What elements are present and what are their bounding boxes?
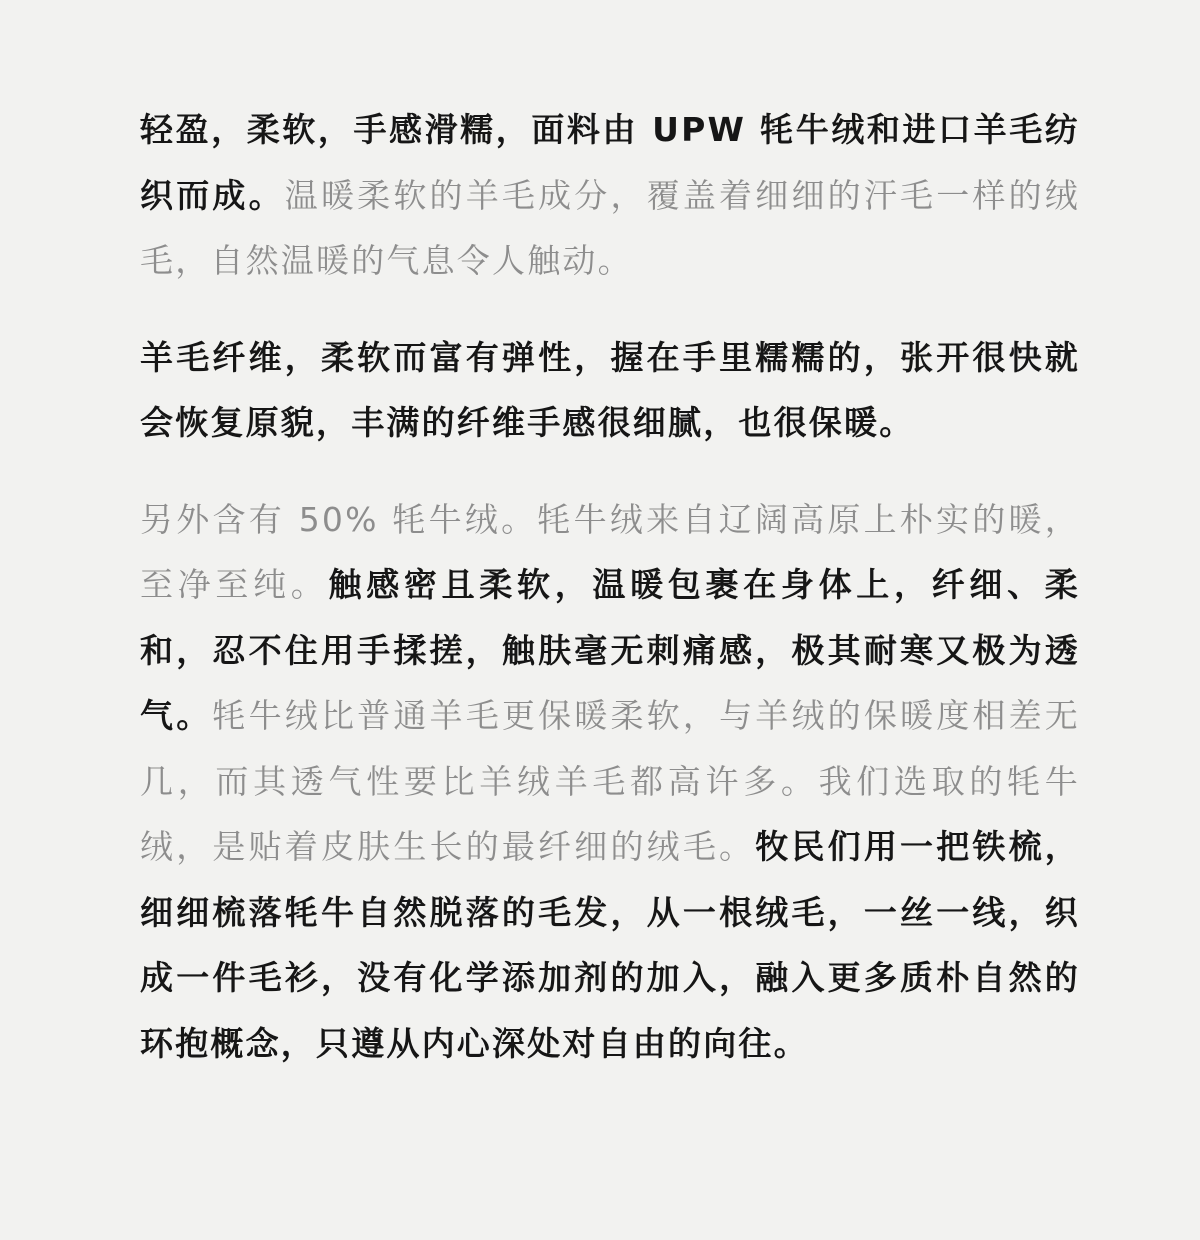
text-segment-emphasis: 轻盈，柔软，手感滑糯，面料由 UPW 牦牛绒和进口羊毛纺织而成。 bbox=[140, 110, 1080, 215]
text-segment-muted: 温暖柔软的羊毛成分，覆盖着细细的汗毛一样的绒毛，自然温暖的气息令人触动。 bbox=[140, 175, 1080, 280]
paragraph-wool-fiber bbox=[140, 325, 1080, 456]
text-segment-muted: 牦牛绒比普通羊毛更保暖柔软，与羊绒的保暖度相差无几，而其透气性要比羊绒羊毛都高许多。我们选取的牦牛绒，是贴着皮肤生长的最纤细的绒毛。 bbox=[140, 696, 1080, 866]
paragraph-softness bbox=[140, 97, 1080, 294]
text-segment-muted: 另外含有 50% 牦牛绒。牦牛绒来自辽阔高原上朴实的暖，至净至纯。 bbox=[140, 499, 1080, 604]
text-segment-emphasis: 牧民们用一把铁梳，细细梳落牦牛自然脱落的毛发，从一根绒毛，一丝一线，织成一件毛衫，没有化学添加剂的加入，融入更多质朴自然的环抱概念，只遵从内心深处对自由的向往。 bbox=[140, 827, 1080, 1063]
text-segment-emphasis: 触感密且柔软，温暖包裹在身体上，纤细、柔和，忍不住用手揉搓，触肤毫无刺痛感，极其耐寒又极为透气。 bbox=[140, 565, 1080, 735]
text-segment-emphasis: 羊毛纤维，柔软而富有弹性，握在手里糯糯的，张开很快就会恢复原貌，丰满的纤维手感很细腻，也很保暖。 bbox=[140, 337, 1080, 442]
paragraph-yak-wool bbox=[140, 487, 1080, 1077]
description-body bbox=[140, 97, 1080, 1076]
